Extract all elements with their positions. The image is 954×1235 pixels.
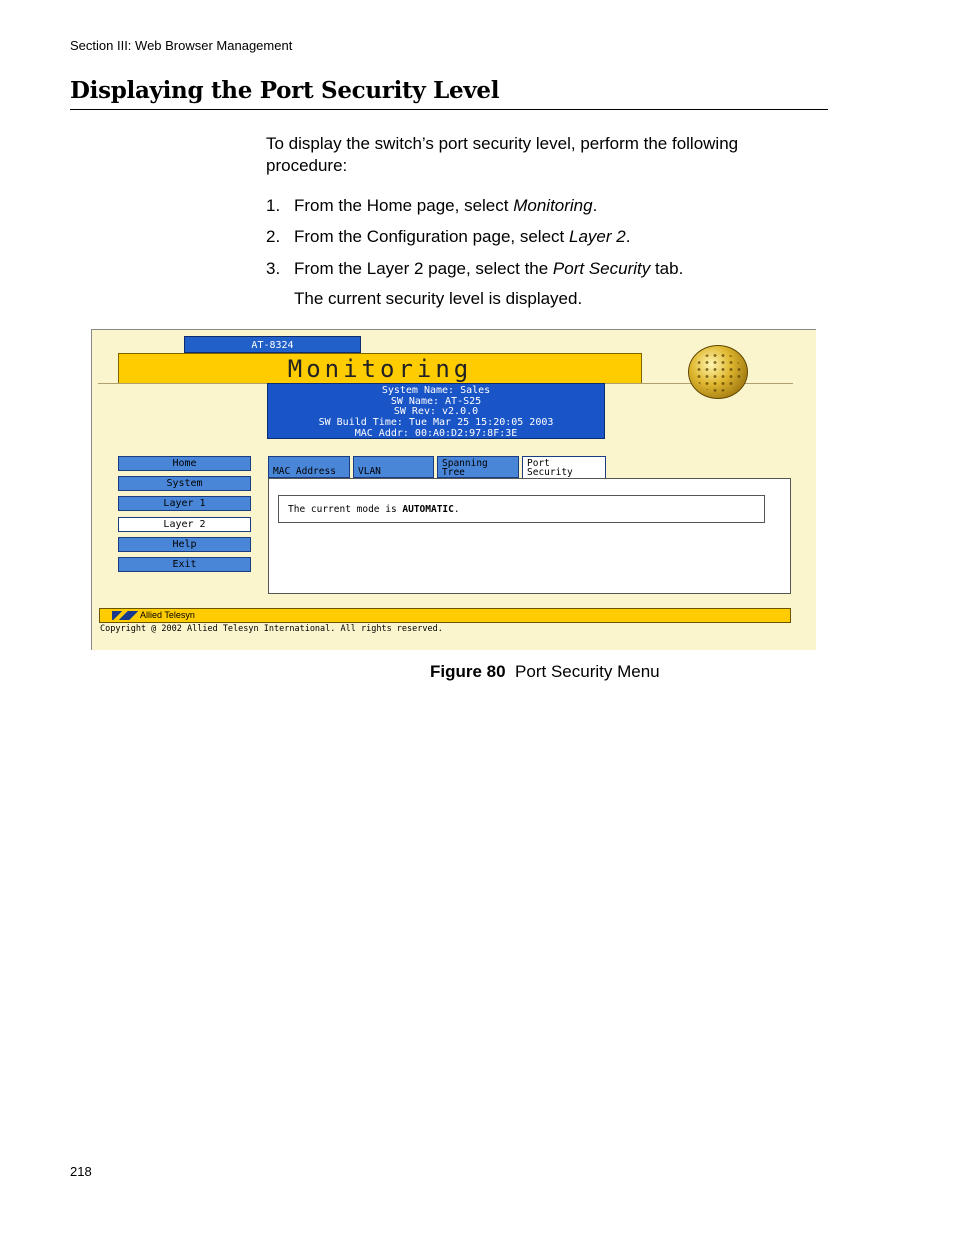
tab-label-line2: Tree xyxy=(442,467,465,478)
system-info-box xyxy=(267,383,605,439)
step-end: tab. xyxy=(650,259,684,278)
info-sw-rev: SW Rev: v2.0.0 xyxy=(393,406,479,418)
tab-label: Port xyxy=(527,458,550,469)
page-number: 218 xyxy=(70,1164,92,1179)
tab-label: MAC Address xyxy=(273,466,336,477)
monitoring-banner: Monitoring xyxy=(118,353,642,384)
step-end: . xyxy=(592,196,598,215)
step-text: From the Layer 2 page, select the xyxy=(294,259,553,278)
nav-layer2-button[interactable]: Layer 2 xyxy=(118,517,251,532)
title-rule xyxy=(70,109,828,110)
nav-system-button[interactable]: System xyxy=(118,476,251,491)
tab-spanning-tree[interactable] xyxy=(437,456,519,478)
figure-label: Figure 80 xyxy=(430,662,506,681)
message-end: . xyxy=(453,504,460,515)
step-emphasis: Monitoring xyxy=(513,196,593,215)
section-header: Section III: Web Browser Management xyxy=(70,38,293,53)
port-security-screenshot xyxy=(91,329,816,650)
tab-mac-address[interactable] xyxy=(268,456,350,478)
info-sw-name: SW Name: AT-S25 xyxy=(390,395,482,407)
tab-vlan[interactable] xyxy=(353,456,434,478)
nav-layer1-button[interactable]: Layer 1 xyxy=(118,496,251,511)
step-emphasis: Layer 2 xyxy=(568,227,626,246)
footer-bar xyxy=(99,608,791,623)
allied-telesyn-logo-icon xyxy=(112,611,138,620)
security-mode-value: AUTOMATIC xyxy=(402,504,454,515)
step-number: 2. xyxy=(266,227,281,246)
step-1 xyxy=(266,195,597,217)
tab-label: VLAN xyxy=(358,466,381,477)
nav-home-button[interactable]: Home xyxy=(118,456,251,471)
model-label: AT-8324 xyxy=(184,336,361,353)
step-number: 3. xyxy=(266,259,281,278)
step-emphasis: Port Security xyxy=(552,259,651,278)
tab-label: Spanning xyxy=(442,458,488,469)
globe-logo-icon xyxy=(688,345,748,399)
page-title: Displaying the Port Security Level xyxy=(70,77,500,104)
step-text: From the Configuration page, select xyxy=(294,227,569,246)
figure-caption xyxy=(430,662,660,682)
nav-exit-button[interactable]: Exit xyxy=(118,557,251,572)
message-text: The current mode is xyxy=(288,504,403,515)
nav-help-button[interactable]: Help xyxy=(118,537,251,552)
step-text: From the Home page, select xyxy=(294,196,514,215)
result-note: The current security level is displayed. xyxy=(294,289,583,308)
step-2 xyxy=(266,226,630,248)
intro-paragraph: To display the switch’s port security level, perform the following procedure: xyxy=(266,134,739,175)
copyright-text: Copyright @ 2002 Allied Telesyn International. All rights reserved. xyxy=(100,624,443,634)
info-mac-addr: MAC Addr: 00:A0:D2:97:8F:3E xyxy=(354,427,518,439)
security-mode-message xyxy=(278,495,765,523)
figure-title: Port Security Menu xyxy=(515,662,660,681)
step-number: 1. xyxy=(266,196,281,215)
step-end: . xyxy=(625,227,631,246)
logo-text: Allied Telesyn xyxy=(140,610,195,620)
tab-port-security[interactable] xyxy=(522,456,606,479)
info-build-time: SW Build Time: Tue Mar 25 15:20:05 2003 xyxy=(318,417,554,429)
info-system-name: System Name: Sales xyxy=(381,385,491,396)
step-3 xyxy=(266,258,683,280)
tab-label-line2: Security xyxy=(527,467,573,478)
